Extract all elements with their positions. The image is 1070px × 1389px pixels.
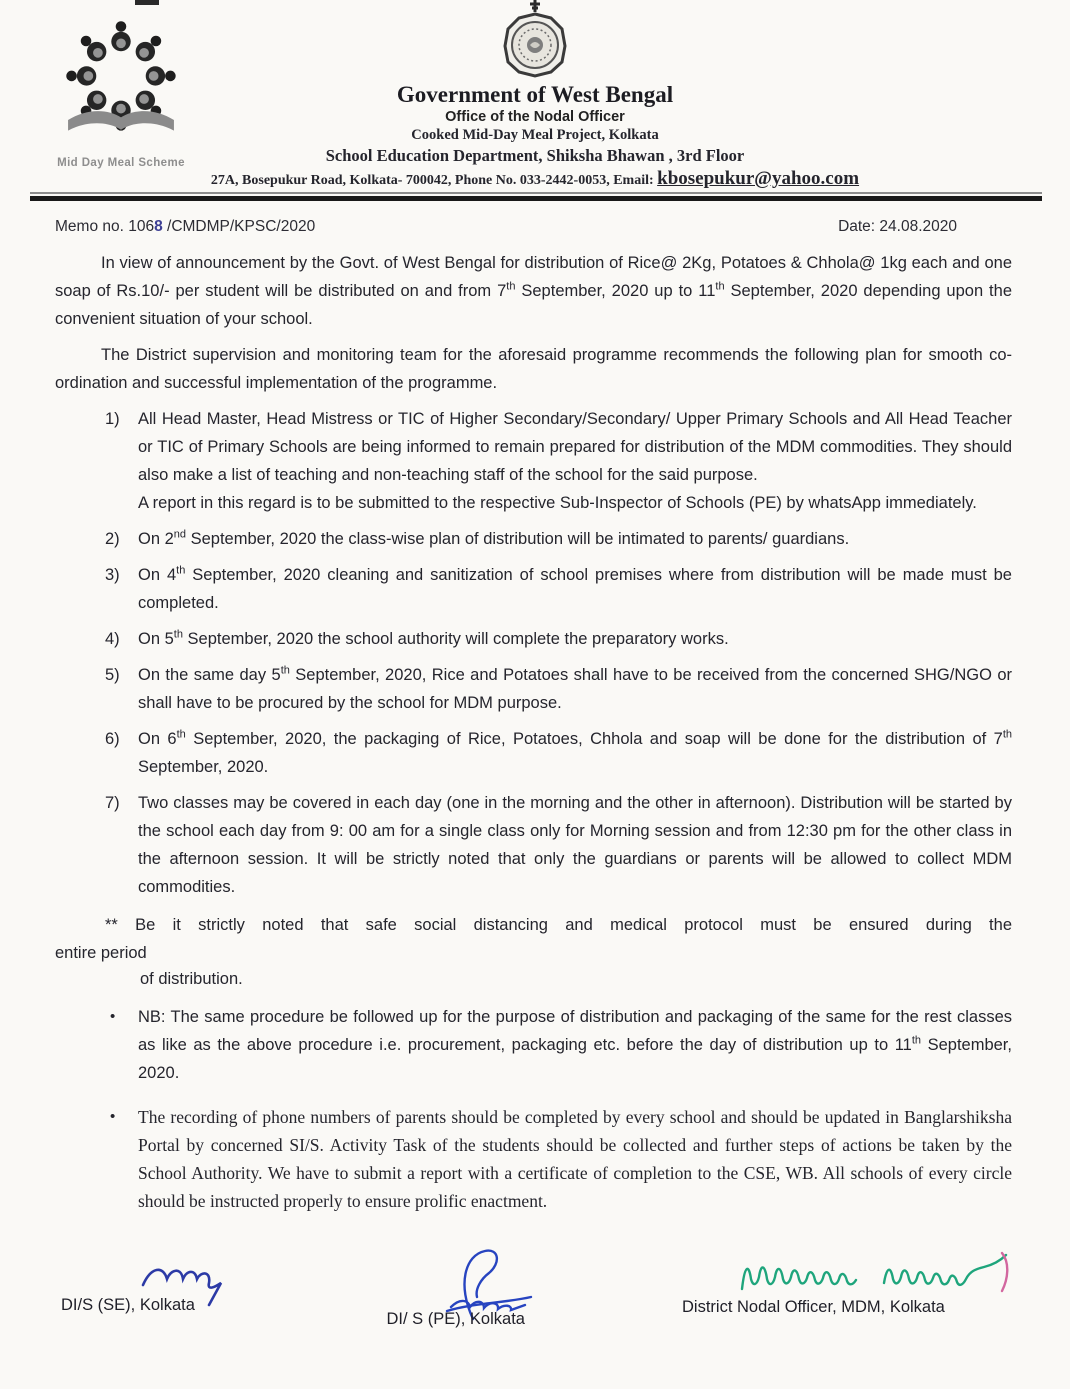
list-item-paragraph: On 6th September, 2020, the packaging of Rice, Potatoes, Chhola and soap will be done for the distribution of 7th September, 2020. bbox=[138, 728, 1012, 776]
mdm-logo-caption: Mid Day Meal Scheme bbox=[57, 157, 185, 169]
memo-number bbox=[55, 213, 315, 241]
list-item-paragraph: All Head Master, Head Mistress or TIC of Higher Secondary/Secondary/ Upper Primary Schools and All Head Teacher or TIC of Primary Schools are being informed to remain prepared for distribution of the MDM commodities. They should also make a list of teaching and non-teaching staff of the school for the said purpose. bbox=[138, 410, 1012, 484]
signatory-label: DI/ S (PE), Kolkata bbox=[386, 1310, 525, 1328]
list-item-marker: 2) bbox=[105, 530, 120, 548]
memo-meta-row bbox=[55, 213, 1012, 241]
list-item-paragraph: On the same day 5th September, 2020, Rice and Potatoes shall have to be received from the concerned SHG/NGO or shall have to be procured by the school for MDM purpose. bbox=[138, 664, 1012, 712]
memo-date: Date: 24.08.2020 bbox=[838, 218, 957, 235]
list-item-marker: 1) bbox=[105, 410, 120, 428]
list-item-text bbox=[138, 525, 1012, 553]
org-title: Government of West Bengal bbox=[396, 82, 674, 107]
list-item bbox=[55, 789, 1012, 901]
letterhead bbox=[0, 0, 1070, 188]
signatory-district-nodal-officer bbox=[682, 1245, 1012, 1333]
bullet-item bbox=[55, 1003, 1012, 1087]
dept-line: School Education Department, Shiksha Bhawan , 3rd Floor bbox=[325, 146, 745, 165]
list-item-text bbox=[138, 405, 1012, 517]
starred-note-line: ** Be it strictly noted that safe social distancing and medical protocol must be ensured during the bbox=[105, 916, 1012, 934]
list-item-text bbox=[138, 789, 1012, 901]
signatory-label: District Nodal Officer, MDM, Kolkata bbox=[682, 1298, 945, 1316]
bullet-text: The recording of phone numbers of parents should be completed by every school and should be updated in Banglarshiksha Portal by concerned SI/S. Activity Task of the students should be collected and further steps of actions be taken by the School Authority. We have to submit a report with a certificate of completion to the CSE, WB. All schools of every circle should be instructed properly to ensure prolific enactment. bbox=[138, 1107, 1012, 1211]
list-item-marker: 4) bbox=[105, 630, 120, 648]
signatory-di-s-pe bbox=[369, 1245, 619, 1333]
bullet-text: NB: The same procedure be followed up for the purpose of distribution and packaging of the same for the rest classes as like as the above procedure i.e. procurement, packaging etc. before the day of distribution up to 11th September, 2020. bbox=[138, 1008, 1012, 1082]
list-item bbox=[55, 561, 1012, 617]
list-item bbox=[55, 725, 1012, 781]
signature-block bbox=[55, 1245, 1012, 1333]
govt-emblem-icon bbox=[489, 0, 581, 91]
numbered-list bbox=[55, 405, 1012, 901]
starred-note-line: of distribution. bbox=[140, 970, 243, 988]
list-item bbox=[55, 405, 1012, 517]
list-item-text bbox=[138, 625, 1012, 653]
paragraph-announcement: In view of announcement by the Govt. of West Bengal for distribution of Rice@ 2Kg, Potatoes & Chhola@ 1kg each and one soap of Rs.10/- per student will be distributed on and from 7th September, 2020 up to 11th September, 2020 depending upon the convenient situation of your school. bbox=[55, 254, 1012, 328]
list-item-paragraph: Two classes may be covered in each day (one in the morning and the other in afternoon). Distribution will be started by the school each day from 9: 00 am for a single class only for Morning session and from 12:30 pm for the other class in the afternoon session. It will be strictly noted that only the guardians or parents will be allowed to collect MDM commodities. bbox=[138, 794, 1012, 896]
office-line: Office of the Nodal Officer bbox=[445, 109, 625, 125]
address-text: 27A, Bosepukur Road, Kolkata- 700042, Phone No. 033-2442-0053, Email: bbox=[210, 173, 658, 188]
email-text: kbosepukur@yahoo.com bbox=[657, 168, 860, 189]
paragraph-plan: The District supervision and monitoring team for the aforesaid programme recommends the following plan for smooth co-ordination and successful implementation of the programme. bbox=[55, 346, 1012, 392]
list-item-marker: 5) bbox=[105, 666, 120, 684]
list-item-marker: 3) bbox=[105, 566, 120, 584]
list-item-marker: 7) bbox=[105, 794, 120, 812]
memo-number-digit: 8 bbox=[154, 218, 163, 235]
list-item-paragraph: On 5th September, 2020 the school authority will complete the preparatory works. bbox=[138, 628, 729, 648]
memo-number-prefix: Memo no. 106 bbox=[55, 218, 155, 235]
memo-body bbox=[0, 213, 1070, 1333]
bullet-marker: • bbox=[110, 1108, 116, 1125]
list-item-text bbox=[138, 725, 1012, 781]
list-item-marker: 6) bbox=[105, 730, 120, 748]
header-divider bbox=[30, 192, 1042, 202]
list-item-paragraph: On 4th September, 2020 cleaning and sanitization of school premises where from distribution will be made must be completed. bbox=[138, 564, 1012, 612]
starred-note-line: entire period bbox=[55, 944, 147, 962]
bullet-marker: • bbox=[110, 1008, 116, 1025]
project-line: Cooked Mid-Day Meal Project, Kolkata bbox=[411, 127, 659, 143]
memo-number-suffix: /CMDMP/KPSC/2020 bbox=[162, 218, 316, 235]
list-item bbox=[55, 661, 1012, 717]
signatory-label: DI/S (SE), Kolkata bbox=[61, 1296, 195, 1314]
list-item bbox=[55, 525, 1012, 553]
list-item-paragraph: A report in this regard is to be submitted to the respective Sub-Inspector of Schools (PE) by whatsApp immediately. bbox=[138, 494, 977, 512]
list-item bbox=[55, 625, 1012, 653]
starred-note bbox=[55, 911, 1012, 991]
list-item-text bbox=[138, 561, 1012, 617]
letterhead-text bbox=[0, 82, 1070, 193]
address-line bbox=[0, 167, 1070, 193]
list-item-paragraph: On 2nd September, 2020 the class-wise plan of distribution will be intimated to parents/ guardians. bbox=[138, 528, 850, 548]
signatory-di-s-se bbox=[55, 1245, 305, 1333]
list-item-text bbox=[138, 661, 1012, 717]
bullet-item bbox=[55, 1103, 1012, 1215]
